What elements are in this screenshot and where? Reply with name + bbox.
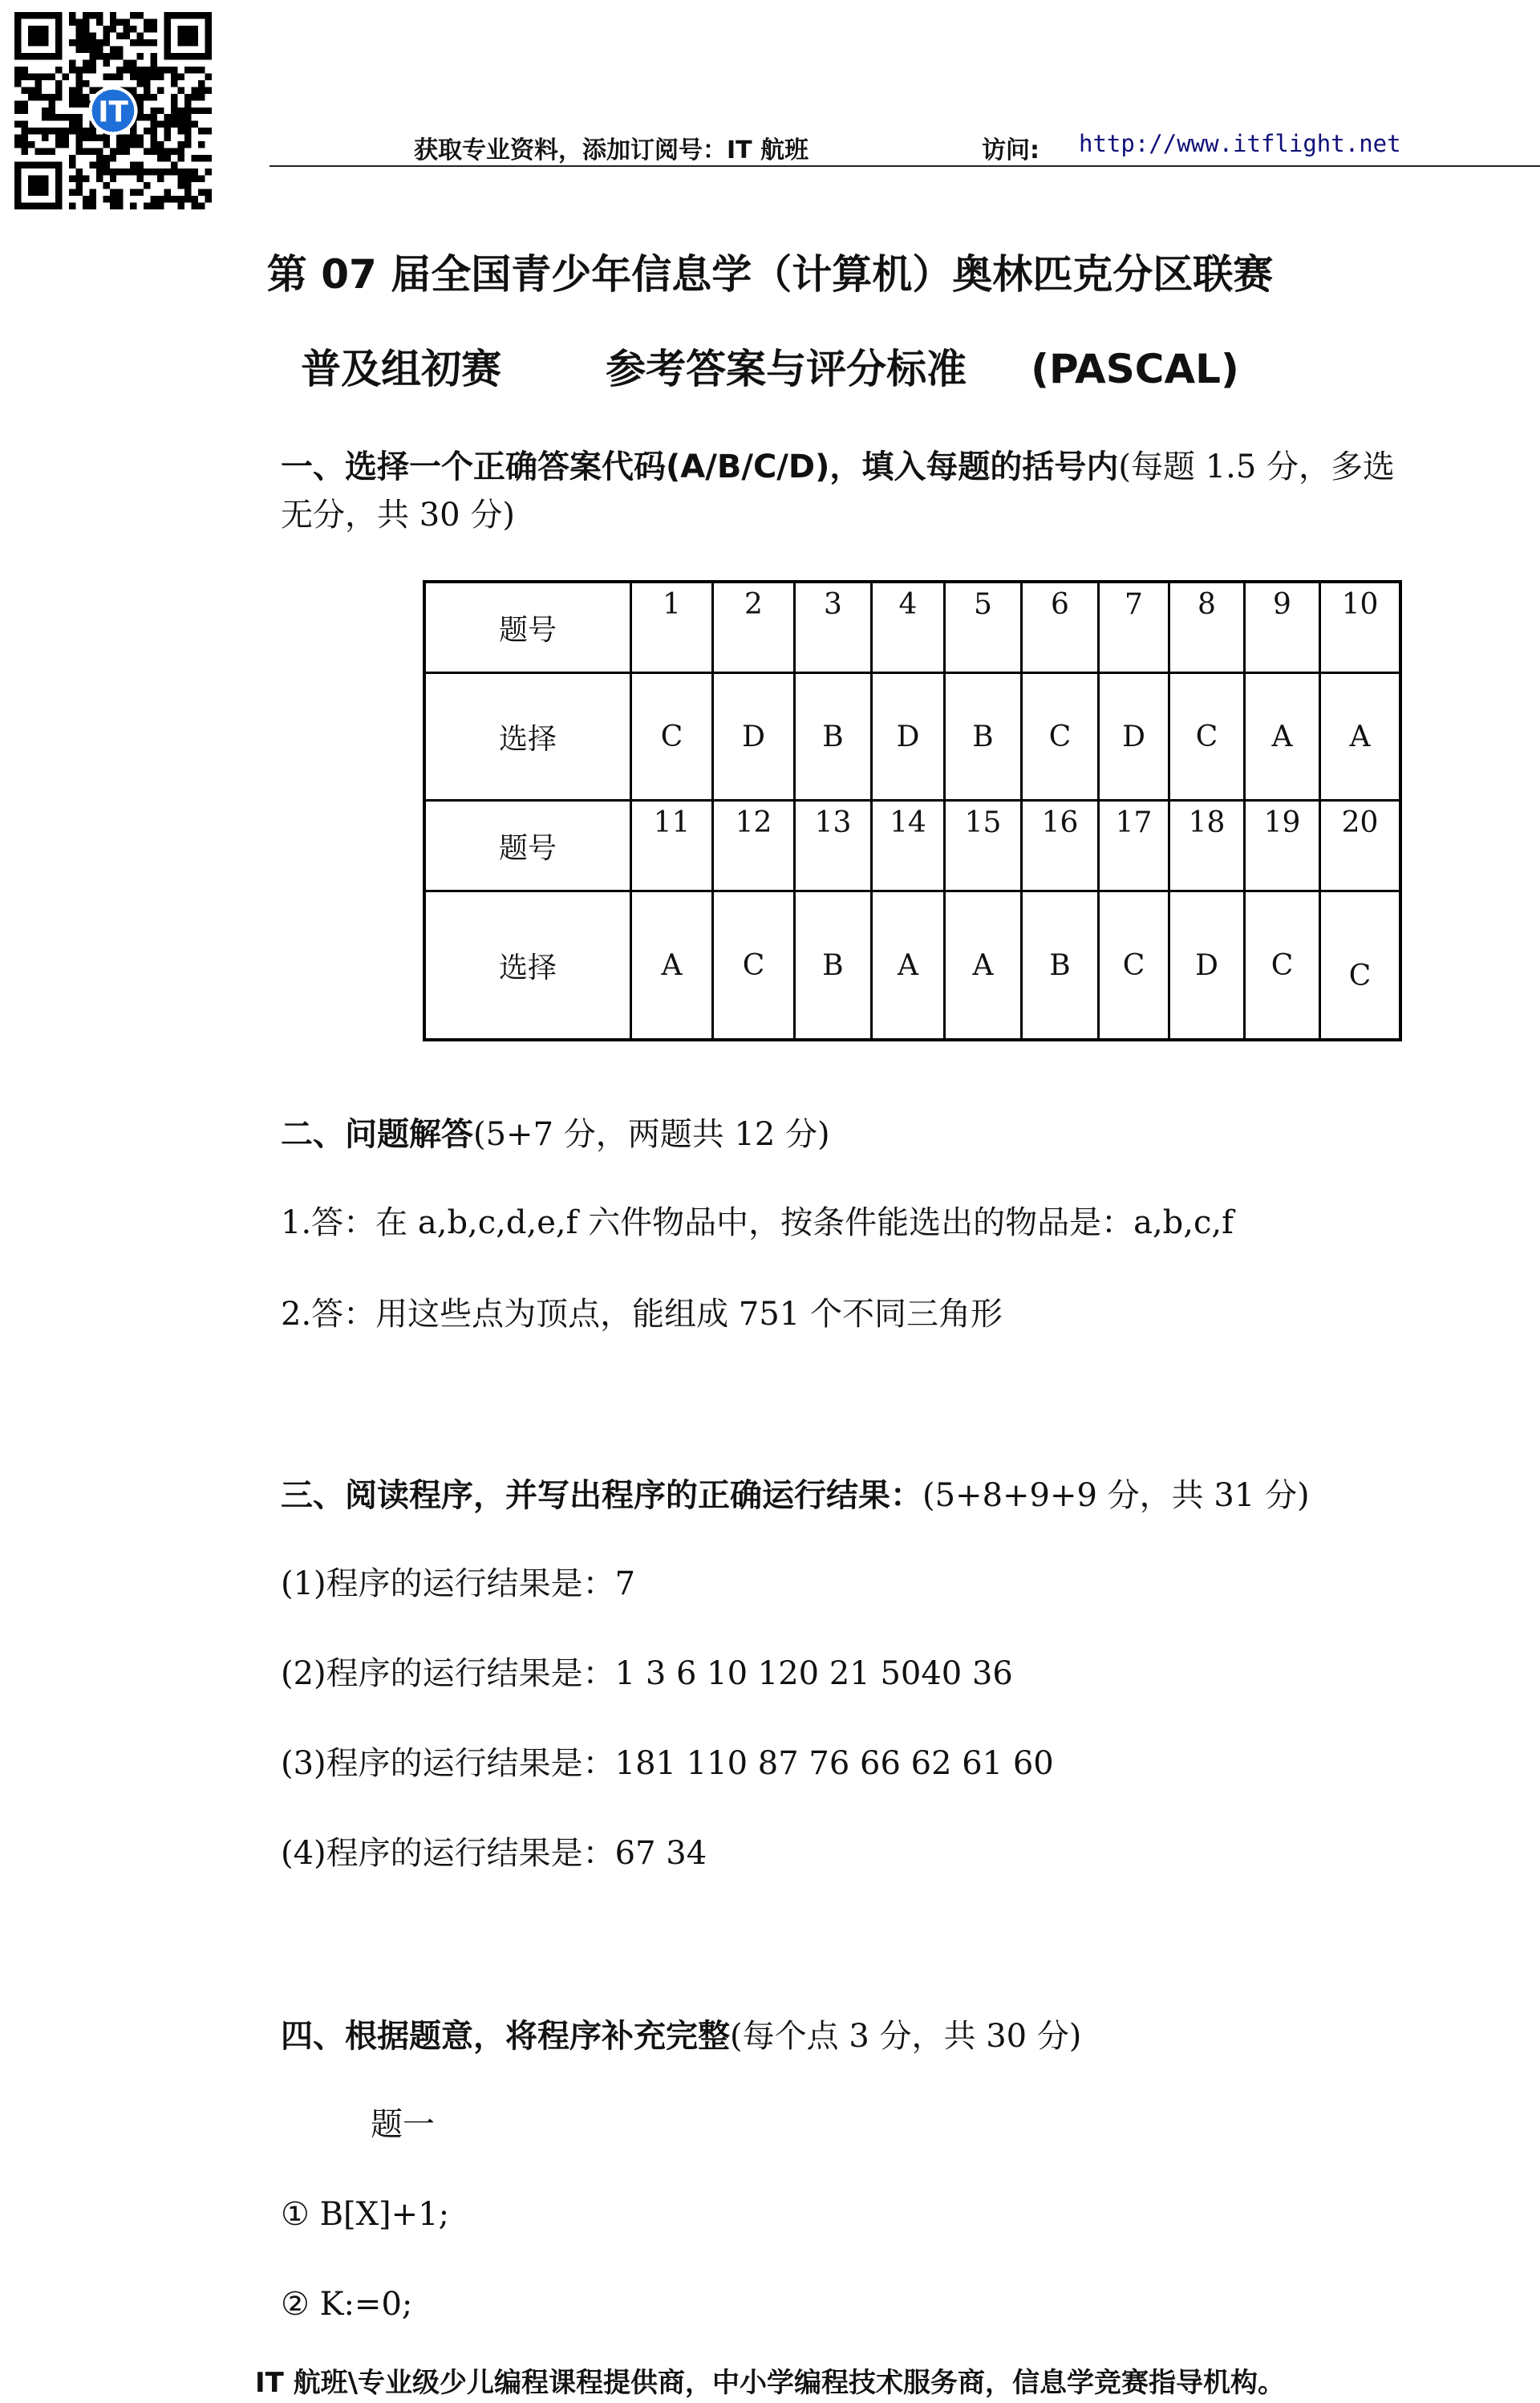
section3-result-2: (2)程序的运行结果是：1 3 6 10 120 21 5040 36	[281, 1655, 1013, 1692]
table-cell: 20	[1320, 801, 1401, 891]
table-cell: B	[795, 673, 872, 801]
table-cell: 16	[1022, 801, 1099, 891]
table-cell: C	[1099, 891, 1169, 1041]
section4-heading-line	[281, 2012, 1081, 2060]
table-row	[424, 801, 1400, 891]
section2-answer-2: 2.答：用这些点为顶点，能组成 751 个不同三角形	[281, 1296, 1003, 1333]
qr-code-image	[14, 12, 212, 209]
row-label: 题号	[424, 582, 631, 673]
table-cell: 19	[1245, 801, 1320, 891]
table-cell: 10	[1320, 582, 1401, 673]
table-cell: 11	[631, 801, 713, 891]
section4-item-2: ② K:=0;	[281, 2286, 413, 2323]
table-cell: C	[1245, 891, 1320, 1041]
section2-heading: 二、问题解答	[281, 1116, 473, 1153]
table-cell: A	[1320, 673, 1401, 801]
table-cell: A	[1245, 673, 1320, 801]
table-row	[424, 673, 1400, 801]
table-cell: 5	[945, 582, 1022, 673]
table-cell: 9	[1245, 582, 1320, 673]
table-cell: C	[1320, 891, 1401, 1041]
table-cell: A	[631, 891, 713, 1041]
table-cell: D	[872, 673, 945, 801]
header-bar	[0, 130, 1540, 162]
section3-heading-line	[281, 1471, 1310, 1520]
subtitle-answer-key: 参考答案与评分标准	[606, 346, 967, 392]
row-label: 选择	[424, 673, 631, 801]
subtitle-language: (PASCAL)	[1031, 346, 1239, 392]
header-promo: 获取专业资料，添加订阅号：IT 航班	[414, 136, 809, 164]
table-cell: C	[713, 891, 795, 1041]
table-cell: 1	[631, 582, 713, 673]
section4-item-1: ① B[X]+1;	[281, 2196, 450, 2233]
table-cell: B	[945, 673, 1022, 801]
header-visit-label: 访问:	[982, 136, 1040, 164]
table-cell: C	[1022, 673, 1099, 801]
header-divider	[270, 165, 1540, 167]
section4-note: (每个点 3 分，共 30 分)	[730, 2018, 1082, 2055]
header-url-link[interactable]: http://www.itflight.net	[1079, 130, 1401, 157]
row-label: 选择	[424, 891, 631, 1041]
section3-heading: 三、阅读程序，并写出程序的正确运行结果：	[281, 1477, 922, 1514]
table-cell: 6	[1022, 582, 1099, 673]
section2-note: (5+7 分，两题共 12 分)	[473, 1116, 830, 1153]
section1-heading-line	[281, 443, 1395, 491]
table-cell: 3	[795, 582, 872, 673]
table-cell: D	[1099, 673, 1169, 801]
section1-note: (每题 1.5 分，多选	[1118, 449, 1396, 485]
answer-table	[423, 580, 1402, 1041]
table-cell: 12	[713, 801, 795, 891]
qr-logo-text: IT	[98, 95, 128, 129]
subtitle-group: 普及组初赛	[301, 346, 502, 392]
table-cell: 2	[713, 582, 795, 673]
table-cell: B	[795, 891, 872, 1041]
section3-note: (5+8+9+9 分，共 31 分)	[922, 1477, 1310, 1514]
table-cell: 8	[1169, 582, 1245, 673]
section1-heading: 一、选择一个正确答案代码(A/B/C/D)，填入每题的括号内	[281, 449, 1119, 485]
table-cell: 14	[872, 801, 945, 891]
table-cell: C	[631, 673, 713, 801]
table-cell: D	[713, 673, 795, 801]
table-cell: D	[1169, 891, 1245, 1041]
table-cell: 13	[795, 801, 872, 891]
table-row	[424, 891, 1400, 1041]
table-cell: A	[872, 891, 945, 1041]
section3-result-4: (4)程序的运行结果是：67 34	[281, 1835, 707, 1872]
section1-note-line2: 无分，共 30 分)	[281, 497, 515, 534]
table-row	[424, 582, 1400, 673]
section4-subheading: 题一	[371, 2106, 435, 2143]
section4-heading: 四、根据题意，将程序补充完整	[281, 2018, 730, 2055]
table-cell: 15	[945, 801, 1022, 891]
table-cell: C	[1169, 673, 1245, 801]
table-cell: 7	[1099, 582, 1169, 673]
section3-result-1: (1)程序的运行结果是：7	[281, 1565, 636, 1602]
section3-result-3: (3)程序的运行结果是：181 110 87 76 66 62 61 60	[281, 1745, 1054, 1782]
document-subtitle	[0, 337, 1540, 395]
section2-answer-1: 1.答：在 a,b,c,d,e,f 六件物品中，按条件能选出的物品是：a,b,c,f	[281, 1204, 1234, 1241]
table-cell: B	[1022, 891, 1099, 1041]
document-title: 第 07 届全国青少年信息学（计算机）奥林匹克分区联赛	[266, 251, 1274, 298]
table-cell: A	[945, 891, 1022, 1041]
page-footer: IT 航班\专业级少儿编程课程提供商，中小学编程技术服务商，信息学竞赛指导机构。	[254, 2367, 1286, 2399]
table-cell: 18	[1169, 801, 1245, 891]
table-cell: 17	[1099, 801, 1169, 891]
table-cell: 4	[872, 582, 945, 673]
row-label: 题号	[424, 801, 631, 891]
section2-heading-line	[281, 1110, 830, 1159]
